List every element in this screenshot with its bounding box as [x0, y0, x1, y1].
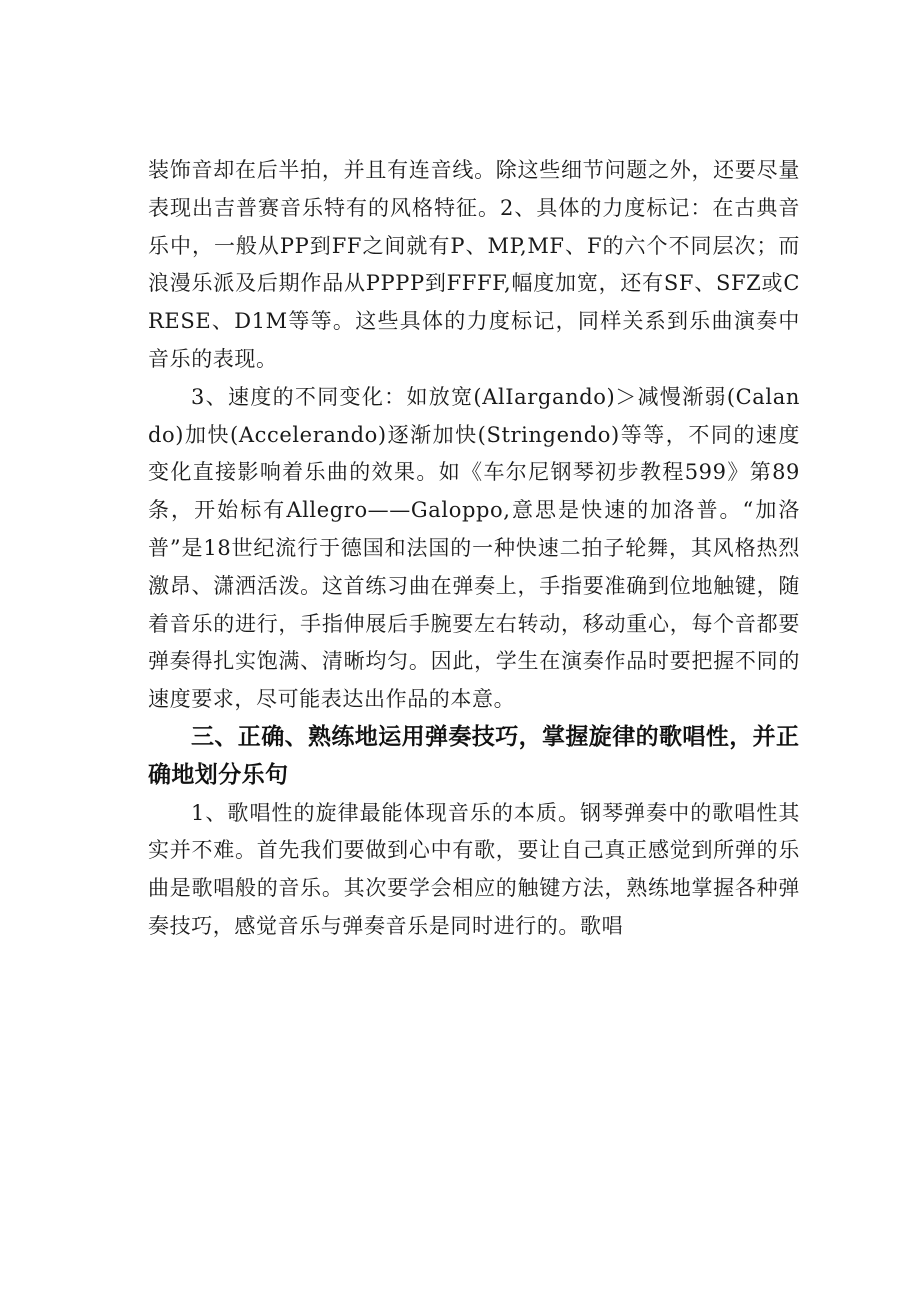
- paragraph-dynamics-markings: 装饰音却在后半拍，并且有连音线。除这些细节问题之外，还要尽量表现出吉普赛音乐特有的风格特征。2、具体的力度标记：在古典音乐中，一般从PP到FF之间就有P、MP,MF、F的六个不同层次；而浪漫乐派及后期作品从PPPP到FFFF,幅度加宽，还有SF、SFZ或CRESE、D1M等等。这些具体的力度标记，同样关系到乐曲演奏中音乐的表现。: [148, 158, 800, 371]
- section-heading-three: 三、正确、熟练地运用弹奏技巧，掌握旋律的歌唱性，并正确地划分乐句: [148, 723, 800, 788]
- paragraph-singing-melody: 1、歌唱性的旋律最能体现音乐的本质。钢琴弹奏中的歌唱性其实并不难。首先我们要做到心中有歌，要让自己真正感觉到所弹的乐曲是歌唱般的音乐。其次要学会相应的触键方法，熟练地掌握各种弹奏技巧，感觉音乐与弹奏音乐是同时进行的。歌唱: [148, 800, 800, 938]
- document-body: [148, 152, 800, 946]
- paragraph-tempo-changes: 3、速度的不同变化：如放宽(AlIargando)＞减慢渐弱(Calando)加快(Accelerando)逐渐加快(Stringendo)等等，不同的速度变化直接影响着乐曲的效果。如《车尔尼钢琴初步教程599》第89条，开始标有Allegro——Galoppo,意思是快速的加洛普。“加洛普”是18世纪流行于德国和法国的一种快速二拍子轮舞，其风格热烈激昂、潇洒活泼。这首练习曲在弹奏上，手指要准确到位地触键，随着音乐的进行，手指伸展后手腕要左右转动，移动重心，每个音都要弹奏得扎实饱满、清晰均匀。因此，学生在演奏作品时要把握不同的速度要求，尽可能表达出作品的本意。: [148, 384, 800, 712]
